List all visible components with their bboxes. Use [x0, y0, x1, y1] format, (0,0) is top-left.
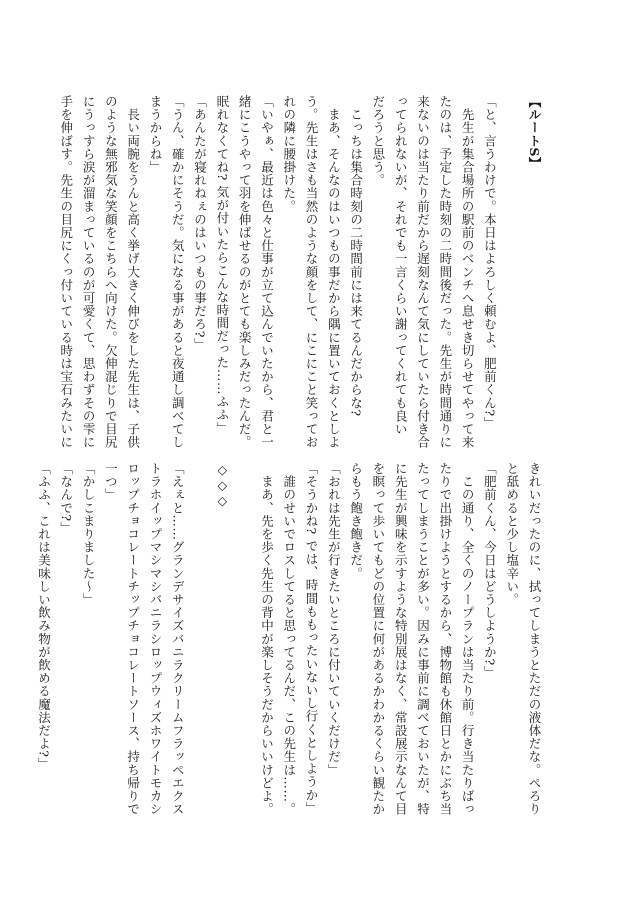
text-line: らもう飽き飽きだ。: [348, 462, 364, 580]
text-line: たのは、予定した時刻の二時間後だった。先生が時間通りに: [437, 95, 453, 449]
text-line: こっちは集合時刻の二時間前には来てるんだからな?: [348, 95, 364, 417]
text-line: に先生が興味を示すような特別展はなく、常設展示なんて目: [393, 462, 409, 816]
heading-gap: [500, 95, 522, 440]
text-line: 「おれは先生が行きたいところに付いていくだけだ」: [326, 462, 342, 777]
text-line: 「えぇと……グランデサイズバニラクリームフラッペエクス: [170, 462, 186, 816]
text-line: にうっすら涙が溜まっているのが可愛くて、思わずその雫に: [81, 95, 97, 449]
lower-text-block: [36, 462, 545, 816]
text-line: たりで出掛けようとするから、博物館も休館日とかにぶち当: [437, 462, 453, 816]
text-line: れの隣に腰掛けた。: [281, 95, 297, 213]
text-line: 一つ」: [103, 462, 119, 502]
text-line: 長い両腕をうんと高く挙げ大きく伸びをした先生は、子供: [125, 95, 141, 449]
text-line: まあ、先を歩く先生の背中が楽しそうだからいいけどよ。: [259, 462, 275, 816]
text-line: ロップチョコレートチップチョコレートソース、持ち帰りで: [125, 462, 141, 816]
text-line: まうからね」: [147, 95, 163, 174]
scene-break: ◇◇◇: [214, 462, 230, 509]
text-line: 「あんたが寝れねぇのはいつもの事だろ?」: [192, 95, 208, 352]
text-line: 「うん、確かにそうだ。気になる事があると夜通し調べてし: [170, 95, 186, 449]
text-line: 「肥前くん、今日はどうしようか?」: [482, 462, 498, 679]
blank-line: [233, 462, 255, 807]
blank-line: [188, 462, 210, 807]
text-line: のような無邪気な笑顔をこちらへ向けた。欠伸混じりで目尻: [103, 95, 119, 449]
text-line: 「かしこまりました〜」: [81, 462, 97, 607]
upper-text-block: [58, 95, 545, 449]
text-line: まあ、そんなのはいつもの事だから隅に置いておくとしよ: [326, 95, 342, 449]
text-line: を瞑って歩いてもどの位置に何があるかわかるくらい観たか: [370, 462, 386, 816]
text-line: 「そうかね? では、時間ももったいないし行くとしようか」: [304, 462, 320, 815]
text-line: 緒にこうやって羽を伸ばせるのがとても楽しみだったんだ。: [237, 95, 253, 449]
section-heading: 【ルートS】: [527, 95, 542, 171]
text-line: だろうと思う。: [370, 95, 386, 187]
text-line: 先生が集合場所の駅前のベンチへ息せき切らせてやって来: [460, 95, 476, 449]
text-line: 「いやぁ、最近は色々と仕事が立て込んでいたから、君と一: [259, 95, 275, 449]
text-line: 誰のせいでロスしてると思ってるんだ、この先生は……。: [281, 462, 297, 816]
text-line: 手を伸ばす。先生の目尻にくっ付いている時は宝石みたいに: [58, 95, 74, 449]
text-line: う。先生はさも当然のような顔をして、にこにこと笑ってお: [304, 95, 320, 449]
text-line: 眠れなくてね? 気が付いたらこんな時間だった……ふふ」: [214, 95, 230, 435]
text-line: ってられないが、それでも一言くらい謝ってくれても良い: [393, 95, 409, 436]
text-line: たってしまうことが多い。因みに事前に調べておいたが、特: [415, 462, 431, 816]
text-line: と舐めると少し塩辛い。: [504, 462, 520, 607]
text-line: この通り、全くのノープランは当たり前。行き当たりばっ: [460, 462, 476, 816]
text-line: 「ふふ、これは美味しい飲み物が飲める魔法だよ?」: [36, 462, 52, 771]
text-line: 「なんで?」: [58, 462, 74, 535]
text-line: 「と、言うわけで。本日はよろしく頼むよ、肥前くん?」: [482, 95, 498, 430]
text-line: きれいだったのに、拭ってしまうとただの液体だな。ぺろり: [527, 462, 542, 816]
text-line: 来ないのは当たり前だから遅刻なんて気にしていたら付き合: [415, 95, 431, 449]
text-line: トラホイップマシマシバニラシロップウィズホワイトモカシ: [147, 462, 163, 816]
